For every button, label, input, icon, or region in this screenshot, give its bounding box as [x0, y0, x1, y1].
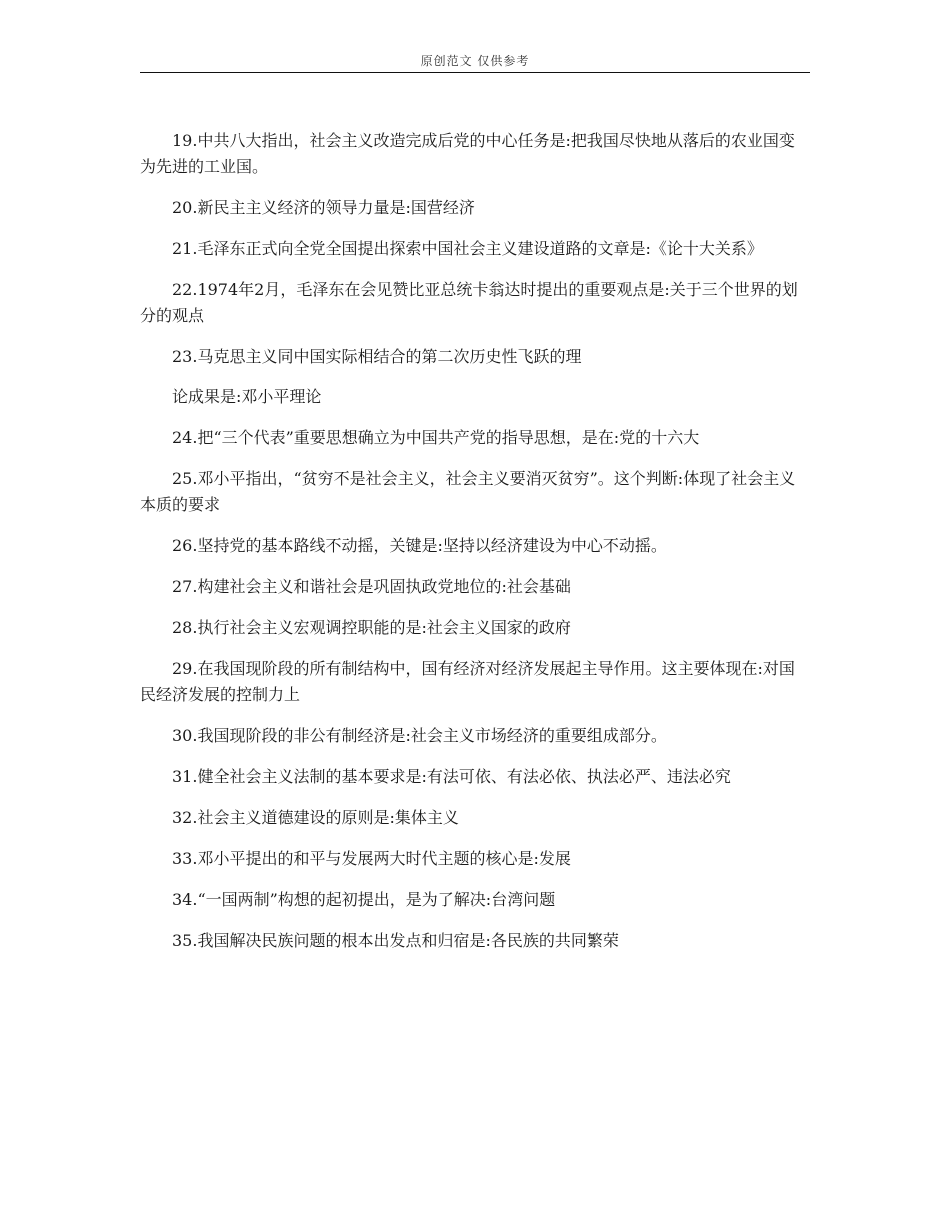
- paragraph-30: 30.我国现阶段的非公有制经济是:社会主义市场经济的重要组成部分。: [172, 726, 667, 745]
- paragraph-24: 24.把“三个代表”重要思想确立为中国共产党的指导思想，是在:党的十六大: [172, 428, 700, 447]
- document-body: [140, 128, 810, 969]
- paragraph-22: 22.1974年2月，毛泽东在会见赞比亚总统卡翁达时提出的重要观点是:关于三个世界的划分的观点: [140, 280, 798, 325]
- paragraph-33: 33.邓小平提出的和平与发展两大时代主题的核心是:发展: [172, 849, 571, 868]
- paragraph-23-continued: 论成果是:邓小平理论: [172, 387, 322, 406]
- paragraph-25: 25.邓小平指出，“贫穷不是社会主义，社会主义要消灭贫穷”。这个判断:体现了社会主义本质的要求: [140, 469, 796, 514]
- paragraph-35: 35.我国解决民族问题的根本出发点和归宿是:各民族的共同繁荣: [172, 931, 619, 950]
- paragraph-20: 20.新民主主义经济的领导力量是:国营经济: [172, 198, 475, 217]
- paragraph-34: 34.“一国两制”构想的起初提出，是为了解决:台湾问题: [172, 890, 556, 909]
- paragraph-26: 26.坚持党的基本路线不动摇，关键是:坚持以经济建设为中心不动摇。: [172, 536, 667, 555]
- paragraph-28: 28.执行社会主义宏观调控职能的是:社会主义国家的政府: [172, 618, 571, 637]
- paragraph-23: 23.马克思主义同中国实际相结合的第二次历史性飞跃的理: [172, 347, 582, 366]
- page-header: 原创范文 仅供参考: [420, 54, 530, 68]
- paragraph-31: 31.健全社会主义法制的基本要求是:有法可依、有法必依、执法必严、违法必究: [172, 767, 731, 786]
- paragraph-29: 29.在我国现阶段的所有制结构中，国有经济对经济发展起主导作用。这主要体现在:对国民经济发展的控制力上: [140, 659, 795, 704]
- header-divider: [140, 72, 810, 73]
- paragraph-32: 32.社会主义道德建设的原则是:集体主义: [172, 808, 459, 827]
- paragraph-19: 19.中共八大指出，社会主义改造完成后党的中心任务是:把我国尽快地从落后的农业国变为先进的工业国。: [140, 131, 795, 176]
- paragraph-27: 27.构建社会主义和谐社会是巩固执政党地位的:社会基础: [172, 577, 571, 596]
- paragraph-21: 21.毛泽东正式向全党全国提出探索中国社会主义建设道路的文章是:《论十大关系》: [172, 239, 763, 258]
